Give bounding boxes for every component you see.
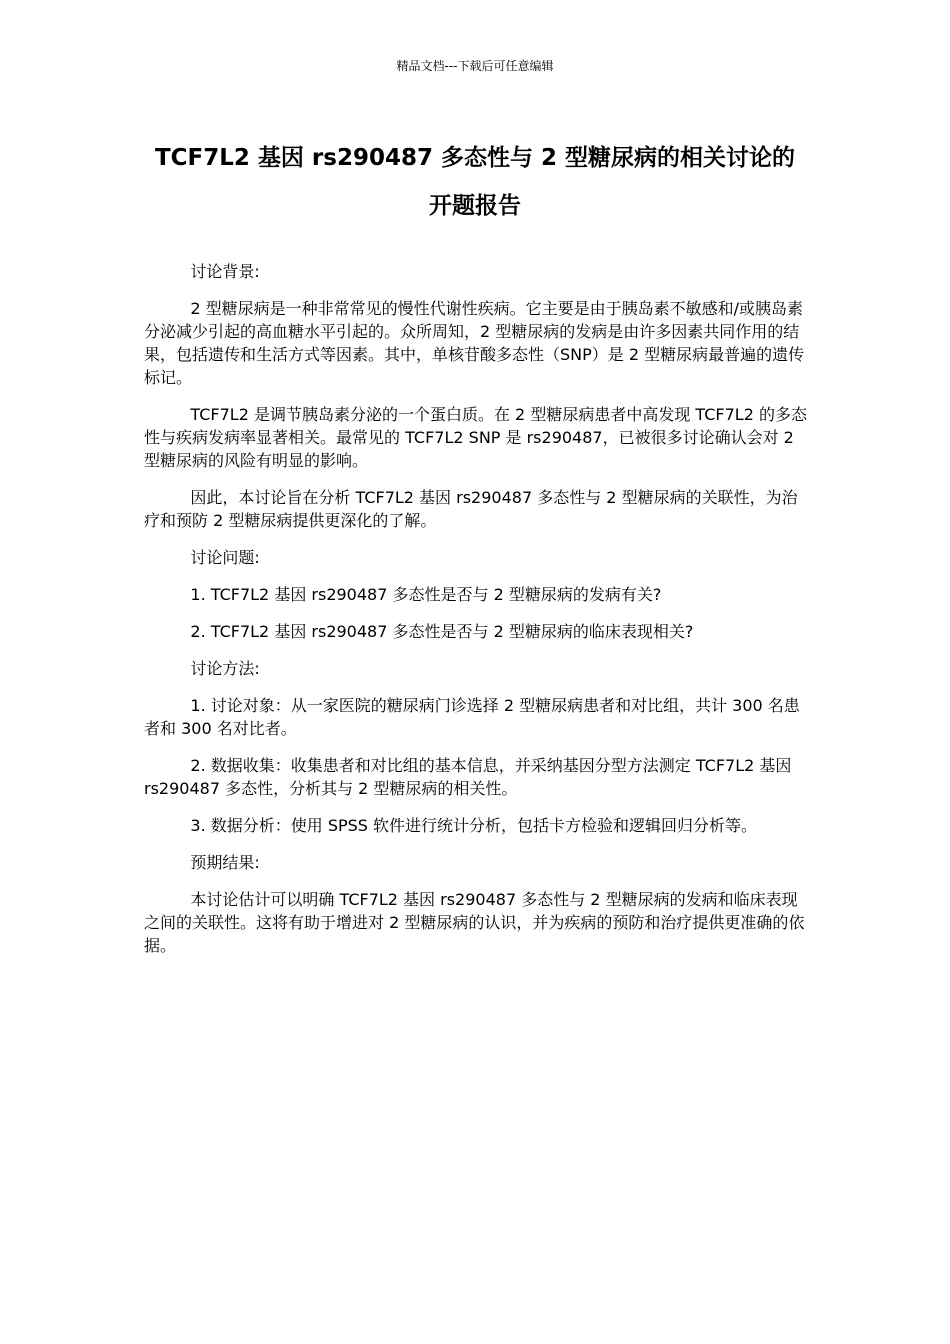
paragraph-background-2: TCF7L2 是调节胰岛素分泌的一个蛋白质。在 2 型糖尿病患者中高发现 TCF7L2 的多态性与疾病发病率显著相关。最常见的 TCF7L2 SNP 是 rs290487，已被很多讨论确认会对 2 型糖尿病的风险有明显的影响。 bbox=[144, 405, 807, 470]
section-heading-results: 预期结果: bbox=[190, 853, 260, 872]
title-line-1: TCF7L2 基因 rs290487 多态性与 2 型糖尿病的相关讨论的 bbox=[154, 145, 796, 171]
section-heading-background: 讨论背景: bbox=[190, 262, 260, 281]
question-1: 1. TCF7L2 基因 rs290487 多态性是否与 2 型糖尿病的发病有关? bbox=[190, 585, 662, 604]
question-2: 2. TCF7L2 基因 rs290487 多态性是否与 2 型糖尿病的临床表现相关? bbox=[190, 622, 694, 641]
section-heading-methods: 讨论方法: bbox=[190, 659, 260, 678]
method-1: 1. 讨论对象：从一家医院的糖尿病门诊选择 2 型糖尿病患者和对比组，共计 300 名患者和 300 名对比者。 bbox=[144, 696, 800, 738]
header-note: 精品文档---下载后可任意编辑 bbox=[396, 59, 554, 73]
document-body bbox=[144, 260, 810, 971]
paragraph-results: 本讨论估计可以明确 TCF7L2 基因 rs290487 多态性与 2 型糖尿病的发病和临床表现之间的关联性。这将有助于增进对 2 型糖尿病的认识，并为疾病的预防和治疗提供更准确的依据。 bbox=[144, 890, 805, 955]
document-title bbox=[120, 134, 830, 230]
section-heading-questions: 讨论问题: bbox=[190, 548, 260, 567]
method-2: 2. 数据收集：收集患者和对比组的基本信息，并采纳基因分型方法测定 TCF7L2 基因 rs290487 多态性，分析其与 2 型糖尿病的相关性。 bbox=[144, 756, 792, 798]
method-3: 3. 数据分析：使用 SPSS 软件进行统计分析，包括卡方检验和逻辑回归分析等。 bbox=[190, 816, 758, 835]
paragraph-background-3: 因此，本讨论旨在分析 TCF7L2 基因 rs290487 多态性与 2 型糖尿病的关联性，为治疗和预防 2 型糖尿病提供更深化的了解。 bbox=[144, 488, 798, 530]
paragraph-background-1: 2 型糖尿病是一种非常常见的慢性代谢性疾病。它主要是由于胰岛素不敏感和/或胰岛素分泌减少引起的高血糖水平引起的。众所周知，2 型糖尿病的发病是由许多因素共同作用的结果，包括遗传和生活方式等因素。其中，单核苷酸多态性（SNP）是 2 型糖尿病最普遍的遗传标记。 bbox=[144, 299, 805, 387]
title-line-2: 开题报告 bbox=[429, 193, 521, 219]
